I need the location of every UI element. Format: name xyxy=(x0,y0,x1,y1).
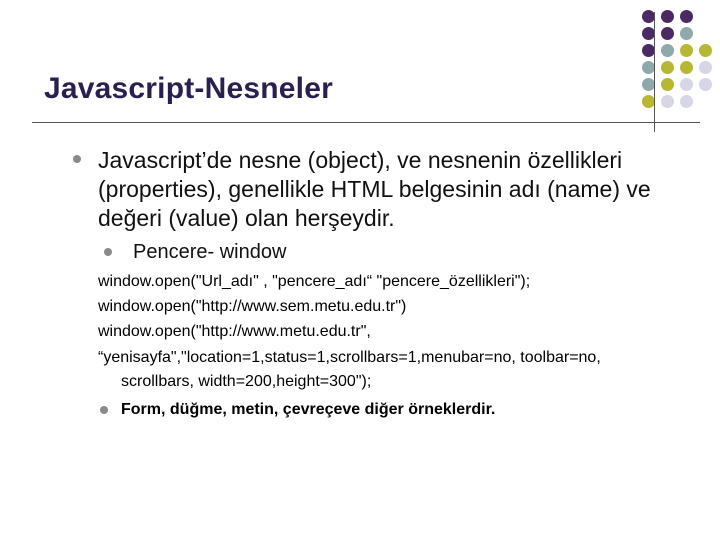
decor-dot xyxy=(699,61,712,74)
bullet-text-examples: Form, düğme, metin, çevreçeve diğer örneklerdir. xyxy=(121,401,496,418)
decor-dot xyxy=(680,95,693,108)
code-line: window.open("http://www.sem.metu.edu.tr") xyxy=(98,298,407,315)
decor-dot xyxy=(680,44,693,57)
decor-dot xyxy=(661,95,674,108)
decor-dot xyxy=(680,27,693,40)
title-underline xyxy=(32,122,700,123)
code-line: window.open("http://www.metu.edu.tr", xyxy=(98,323,371,340)
decor-dot xyxy=(680,78,693,91)
decor-dot xyxy=(661,44,674,57)
decorative-dot-grid xyxy=(642,10,712,120)
decor-dot xyxy=(661,10,674,23)
bullet-dot xyxy=(100,406,108,414)
decor-dot xyxy=(699,44,712,57)
sub-bullet-text: Pencere- window xyxy=(133,241,287,263)
decor-dot xyxy=(699,78,712,91)
bullet-dot xyxy=(73,155,81,163)
code-line: window.open("Url_adı" , "pencere_adı“ "pencere_özellikleri"); xyxy=(98,273,531,290)
vertical-rule xyxy=(654,12,655,132)
decor-dot xyxy=(680,10,693,23)
decor-dot xyxy=(661,61,674,74)
slide-title: Javascript-Nesneler xyxy=(44,72,333,105)
decor-dot xyxy=(661,27,674,40)
bullet-dot xyxy=(104,248,112,256)
decor-dot xyxy=(661,78,674,91)
decor-dot xyxy=(680,61,693,74)
code-line: scrollbars, width=200,height=300"); xyxy=(121,373,372,390)
bullet-text-main: Javascript’de nesne (object), ve nesnenin özellikleri (properties), genellikle HTML belgesinin adı (name) ve değeri (value) olan herşeydir. xyxy=(98,147,651,231)
code-line: “yenisayfa","location=1,status=1,scrollbars=1,menubar=no, toolbar=no, xyxy=(98,349,601,366)
